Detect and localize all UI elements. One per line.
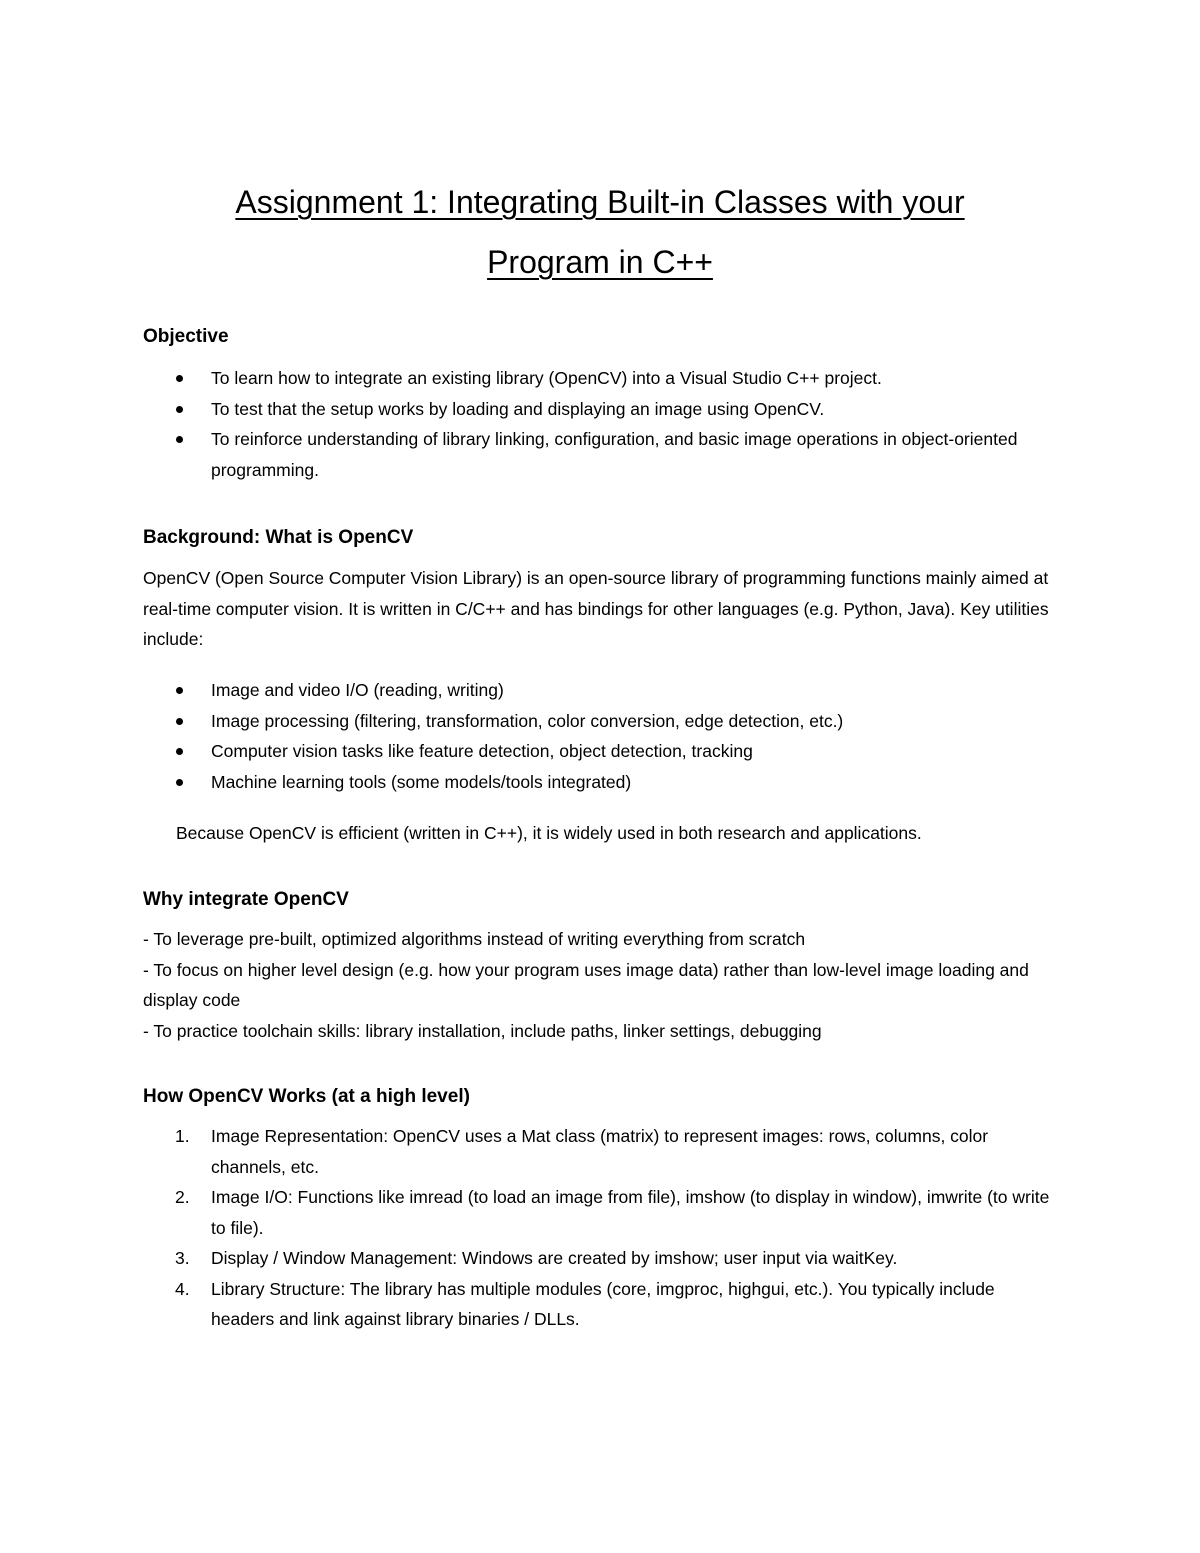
bullet-icon: [176, 375, 183, 382]
objective-list: [143, 363, 1053, 485]
why-heading: Why integrate OpenCV: [143, 889, 349, 910]
list-item: Machine learning tools (some models/tools integrated): [143, 767, 1053, 798]
list-item: 4. Library Structure: The library has multiple modules (core, imgproc, highgui, etc.). You typically include headers and link against library binaries / DLLs.: [143, 1274, 1053, 1335]
how-list: [143, 1121, 1053, 1335]
title-line-1: Assignment 1: Integrating Built-in Classes with your: [235, 184, 965, 220]
bullet-icon: [176, 406, 183, 413]
why-line: - To practice toolchain skills: library installation, include paths, linker settings, debugging: [143, 1020, 822, 1041]
list-item: To reinforce understanding of library linking, configuration, and basic image operations in object-oriented programming.: [143, 424, 1053, 485]
bullet-icon: [176, 748, 183, 755]
how-heading: How OpenCV Works (at a high level): [143, 1086, 470, 1107]
bullet-icon: [176, 687, 183, 694]
list-item: 3. Display / Window Management: Windows are created by imshow; user input via waitKey.: [143, 1243, 1053, 1274]
background-closing: Because OpenCV is efficient (written in C++), it is widely used in both research and applications.: [176, 823, 922, 843]
title-line-2: Program in C++: [487, 244, 713, 280]
list-number: 4.: [175, 1278, 190, 1299]
why-line: - To focus on higher level design (e.g. how your program uses image data) rather than low-level image loading and display code: [143, 959, 1029, 1010]
why-lines: [143, 924, 1053, 1046]
list-item: Computer vision tasks like feature detection, object detection, tracking: [143, 736, 1053, 767]
background-intro: OpenCV (Open Source Computer Vision Library) is an open-source library of programming functions mainly aimed at real-time computer vision. It is written in C/C++ and has bindings for other languages (e.g. Python, Java). Key utilities include:: [143, 568, 1049, 649]
utilities-list: [143, 675, 1053, 797]
page-title: [150, 172, 1050, 292]
objective-heading: Objective: [143, 326, 229, 347]
list-number: 2.: [175, 1187, 190, 1207]
bullet-icon: [176, 436, 183, 443]
list-item: 1. Image Representation: OpenCV uses a Mat class (matrix) to represent images: rows, columns, color channels, etc.: [143, 1121, 1053, 1182]
bullet-icon: [176, 718, 183, 725]
list-item: Image and video I/O (reading, writing): [143, 675, 1053, 706]
list-item: Image processing (filtering, transformation, color conversion, edge detection, etc.): [143, 706, 1053, 737]
bullet-icon: [176, 779, 183, 786]
list-number: 3.: [175, 1248, 190, 1268]
list-item: To test that the setup works by loading and displaying an image using OpenCV.: [143, 394, 1053, 425]
why-line: - To leverage pre-built, optimized algorithms instead of writing everything from scratch: [143, 929, 806, 949]
list-item: 2. Image I/O: Functions like imread (to load an image from file), imshow (to display in window), imwrite (to write to file).: [143, 1182, 1053, 1243]
list-number: 1.: [175, 1126, 190, 1146]
list-item: To learn how to integrate an existing library (OpenCV) into a Visual Studio C++ project.: [143, 363, 1053, 394]
background-heading: Background: What is OpenCV: [143, 527, 414, 548]
